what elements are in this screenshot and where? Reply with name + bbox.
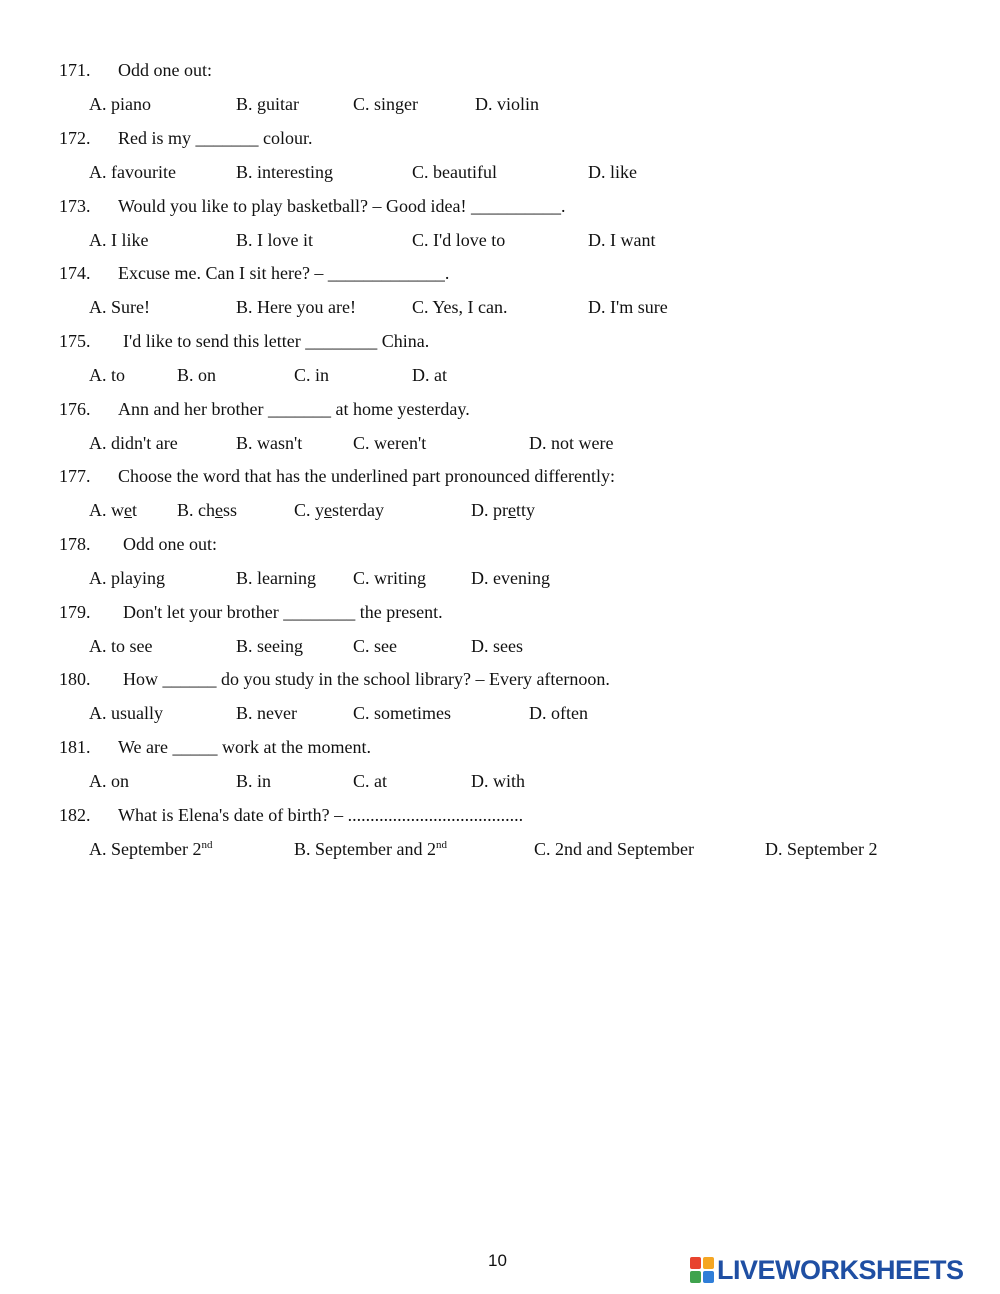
option-a[interactable]: A. playing	[89, 568, 165, 588]
option-b[interactable]	[177, 498, 237, 522]
option-b[interactable]: B. on	[177, 365, 217, 385]
question-number: 172.	[59, 128, 91, 148]
option-suffix: t	[132, 500, 138, 520]
question-text: Red is my _______ colour.	[118, 128, 313, 148]
option-b[interactable]: B. wasn't	[236, 433, 303, 453]
option-a[interactable]: A. I like	[89, 230, 149, 250]
option-c[interactable]: C. beautiful	[412, 162, 497, 182]
option-c[interactable]: C. writing	[353, 568, 427, 588]
option-a[interactable]: A. on	[89, 771, 129, 791]
option-c[interactable]: C. I'd love to	[412, 230, 506, 250]
question-text: What is Elena's date of birth? – .......................................	[118, 805, 524, 825]
option-c[interactable]: C. at	[353, 771, 387, 791]
question-text: Excuse me. Can I sit here? – _____________.	[118, 263, 450, 283]
option-d[interactable]: D. like	[588, 162, 637, 182]
option-d[interactable]: D. with	[471, 771, 525, 791]
question-number: 178.	[59, 534, 91, 554]
option-d[interactable]: D. not were	[529, 433, 614, 453]
option-b[interactable]: B. seeing	[236, 636, 303, 656]
question-text: How ______ do you study in the school library? – Every afternoon.	[123, 669, 610, 689]
option-c[interactable]	[534, 837, 694, 861]
option-suffix: tty	[516, 500, 536, 520]
option-prefix: B. ch	[177, 500, 215, 520]
question-number: 179.	[59, 602, 91, 622]
option-d[interactable]: D. at	[412, 365, 447, 385]
question-number: 173.	[59, 196, 91, 216]
option-c[interactable]: C. sometimes	[353, 703, 451, 723]
option-c[interactable]	[294, 498, 384, 522]
liveworksheets-mark-icon	[690, 1257, 714, 1283]
option-a[interactable]: A. piano	[89, 94, 151, 114]
ordinal-suffix: nd	[201, 839, 213, 851]
option-a[interactable]: A. didn't are	[89, 433, 178, 453]
option-d[interactable]: D. sees	[471, 636, 523, 656]
question-number: 171.	[59, 60, 91, 80]
liveworksheets-logo[interactable]	[690, 1254, 964, 1286]
question-number: 177.	[59, 466, 91, 486]
option-d[interactable]: D. often	[529, 703, 588, 723]
option-text: A. September 2	[89, 839, 202, 859]
option-d[interactable]: D. I'm sure	[588, 297, 668, 317]
option-a[interactable]: A. to	[89, 365, 125, 385]
question-text: Ann and her brother _______ at home yesterday.	[118, 399, 470, 419]
option-suffix: ss	[223, 500, 238, 520]
question-text: We are _____ work at the moment.	[118, 737, 371, 757]
underlined-letter: e	[508, 500, 516, 520]
option-a[interactable]	[89, 837, 212, 861]
option-c[interactable]: C. weren't	[353, 433, 427, 453]
page-number: 10	[488, 1251, 507, 1270]
option-b[interactable]	[294, 837, 447, 861]
question-number: 175.	[59, 331, 91, 351]
option-a[interactable]: A. usually	[89, 703, 163, 723]
question-number: 182.	[59, 805, 91, 825]
question-text: Choose the word that has the underlined part pronounced differently:	[118, 466, 616, 486]
option-b[interactable]: B. never	[236, 703, 297, 723]
question-text: Odd one out:	[118, 60, 212, 80]
option-prefix: A. w	[89, 500, 124, 520]
option-prefix: C. y	[294, 500, 325, 520]
underlined-letter: e	[215, 500, 223, 520]
option-a[interactable]: A. favourite	[89, 162, 176, 182]
question-text: Would you like to play basketball? – Good idea! __________.	[118, 196, 566, 216]
question-number: 174.	[59, 263, 91, 283]
option-d[interactable]	[765, 837, 877, 861]
option-b[interactable]: B. learning	[236, 568, 316, 588]
question-text: Odd one out:	[123, 534, 217, 554]
option-prefix: D. pr	[471, 500, 508, 520]
option-text: B. September and 2	[294, 839, 436, 859]
option-b[interactable]: B. interesting	[236, 162, 333, 182]
option-suffix: sterday	[332, 500, 384, 520]
option-a[interactable]	[89, 498, 137, 522]
option-b[interactable]: B. Here you are!	[236, 297, 356, 317]
question-text: Don't let your brother ________ the present.	[123, 602, 443, 622]
option-b[interactable]: B. I love it	[236, 230, 313, 250]
underlined-letter: e	[324, 500, 333, 520]
option-d[interactable]: D. violin	[475, 94, 540, 114]
logo-tile	[690, 1271, 701, 1283]
option-b[interactable]: B. in	[236, 771, 272, 791]
logo-tile	[703, 1257, 714, 1269]
option-b[interactable]: B. guitar	[236, 94, 299, 114]
question-text: I'd like to send this letter ________ China.	[123, 331, 430, 351]
option-text: D. September 2	[765, 839, 878, 859]
question-number: 176.	[59, 399, 91, 419]
option-c[interactable]: C. in	[294, 365, 330, 385]
logo-tile	[703, 1271, 714, 1283]
option-d[interactable]: D. evening	[471, 568, 550, 588]
option-c[interactable]: C. see	[353, 636, 397, 656]
option-d[interactable]	[471, 498, 535, 522]
ordinal-suffix: nd	[435, 839, 447, 851]
option-d[interactable]: D. I want	[588, 230, 656, 250]
option-c[interactable]: C. singer	[353, 94, 418, 114]
option-c[interactable]: C. Yes, I can.	[412, 297, 508, 317]
brand-name: LIVEWORKSHEETS	[717, 1254, 964, 1285]
option-a[interactable]: A. to see	[89, 636, 153, 656]
question-number: 180.	[59, 669, 91, 689]
option-text: C. 2nd and September	[534, 839, 694, 859]
underlined-letter: e	[124, 500, 132, 520]
option-a[interactable]: A. Sure!	[89, 297, 150, 317]
question-number: 181.	[59, 737, 91, 757]
logo-tile	[690, 1257, 701, 1269]
